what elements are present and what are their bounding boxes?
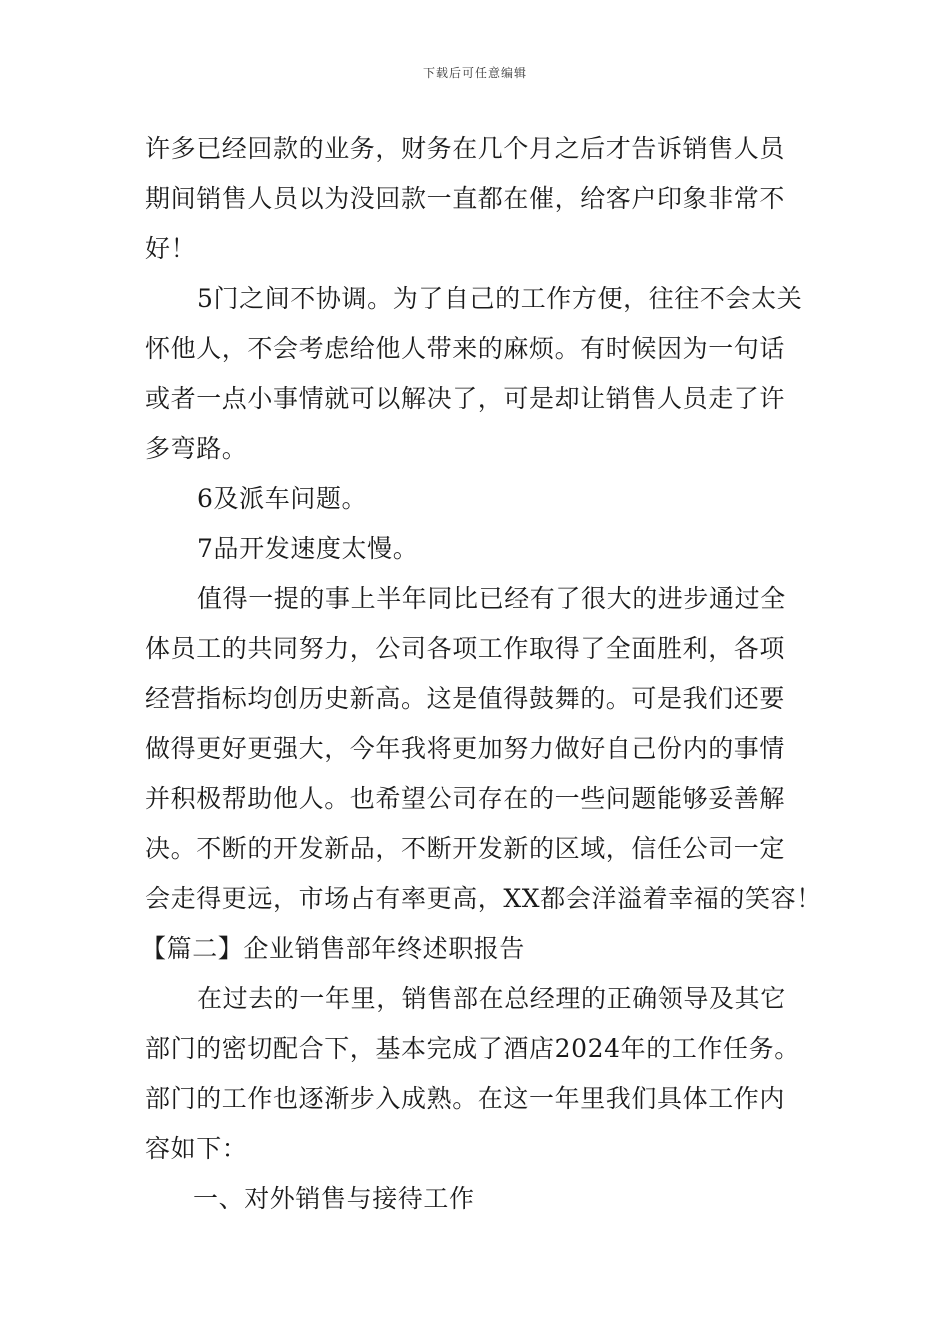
paragraph-line: 怀他人，不会考虑给他人带来的麻烦。有时候因为一句话 xyxy=(145,334,786,363)
paragraph-line: 容如下： xyxy=(145,1134,248,1163)
paragraph-line: 部门的工作也逐渐步入成熟。在这一年里我们具体工作内 xyxy=(145,1084,786,1113)
paragraph-line: 6及派车问题。 xyxy=(197,484,368,513)
document-body xyxy=(141,124,822,1224)
section-heading: 【篇二】企业销售部年终述职报告 xyxy=(141,934,526,963)
paragraph-line: 经营指标均创历史新高。这是值得鼓舞的。可是我们还要 xyxy=(145,684,786,713)
paragraph-line: 7品开发速度太慢。 xyxy=(197,534,419,563)
paragraph-line: 或者一点小事情就可以解决了，可是却让销售人员走了许 xyxy=(145,384,786,413)
paragraph-line: 5门之间不协调。为了自己的工作方便，往往不会太关 xyxy=(197,284,803,313)
paragraph-line: 许多已经回款的业务，财务在几个月之后才告诉销售人员 xyxy=(145,134,786,163)
paragraph-line: 决。不断的开发新品，不断开发新的区域，信任公司一定 xyxy=(145,834,786,863)
paragraph-line: 并积极帮助他人。也希望公司存在的一些问题能够妥善解 xyxy=(145,784,786,813)
paragraph-line: 好！ xyxy=(145,234,197,263)
paragraph-line: 做得更好更强大，今年我将更加努力做好自己份内的事情 xyxy=(145,734,786,763)
paragraph-line: 体员工的共同努力，公司各项工作取得了全面胜利，各项 xyxy=(145,634,786,663)
paragraph-line: 期间销售人员以为没回款一直都在催，给客户印象非常不 xyxy=(145,184,786,213)
paragraph-line: 多弯路。 xyxy=(145,434,248,463)
page-header: 下载后可任意编辑 xyxy=(422,66,527,80)
paragraph-line: 值得一提的事上半年同比已经有了很大的进步通过全 xyxy=(197,584,786,613)
subsection-heading: 一、对外销售与接待工作 xyxy=(193,1184,475,1213)
paragraph-line: 会走得更远，市场占有率更高，XX都会洋溢着幸福的笑容！ xyxy=(145,884,822,913)
paragraph-line: 在过去的一年里，销售部在总经理的正确领导及其它 xyxy=(197,984,786,1013)
paragraph-line: 部门的密切配合下，基本完成了酒店2024年的工作任务。 xyxy=(145,1034,800,1063)
